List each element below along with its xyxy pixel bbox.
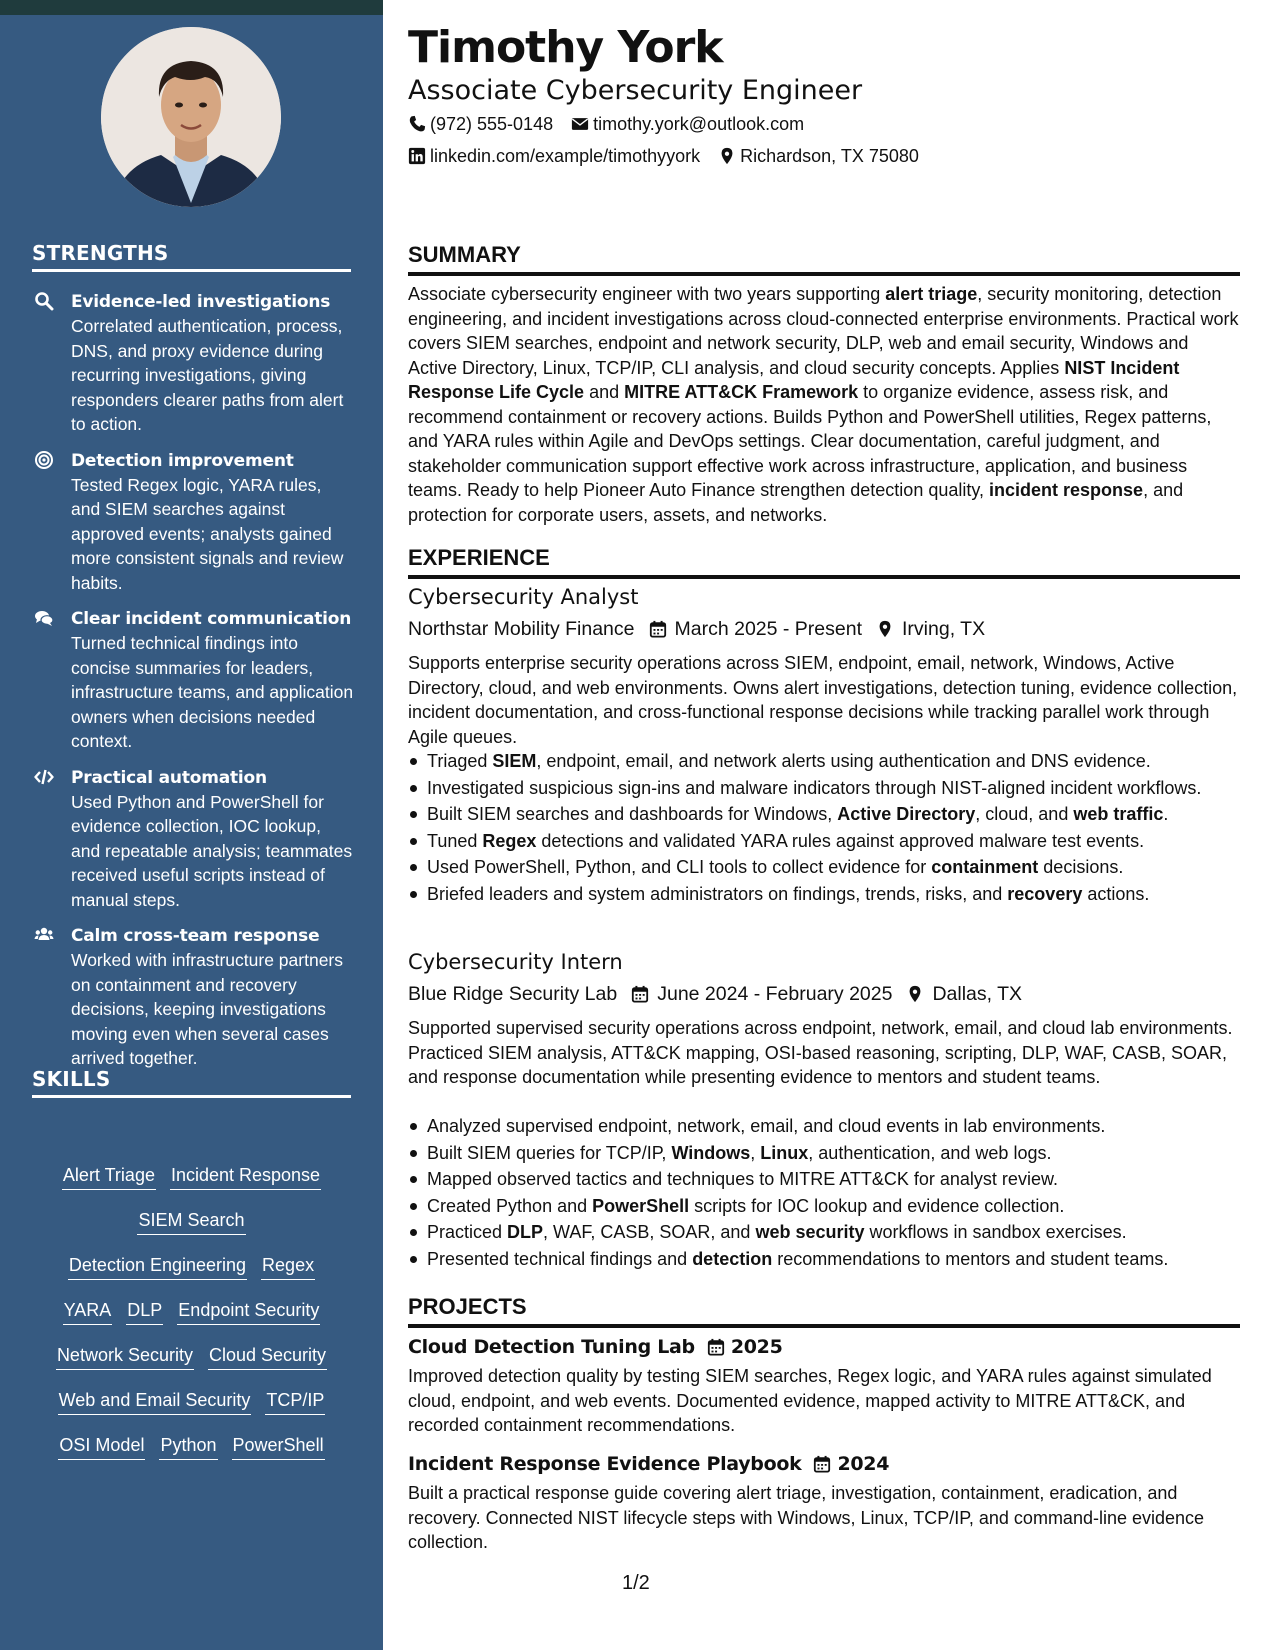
calendar-icon — [631, 985, 649, 1003]
calendar-icon — [707, 1338, 725, 1356]
project-description: Improved detection quality by testing SIEM searches, Regex logic, and YARA rules against simulated cloud, endpoint, and web events. Documented evidence, mapped activity to MITRE ATT&CK, and recorded containment recommendations. — [408, 1366, 1212, 1435]
bullet-item: Tuned Regex detections and validated YARA rules against approved malware test events. — [408, 829, 1240, 853]
strength-description: Turned technical findings into concise summaries for leaders, infrastructure teams, and application owners when decisions needed context. — [71, 633, 354, 751]
strength-description: Used Python and PowerShell for evidence collection, IOC lookup, and repeatable analysis; teammates received useful scripts instead of manual steps. — [71, 791, 353, 910]
bold-text: containment — [931, 857, 1039, 877]
skill-tag: Detection Engineering — [68, 1253, 247, 1280]
bullet-item: Analyzed supervised endpoint, network, email, and cloud events in lab environments. — [408, 1114, 1240, 1138]
bold-text: alert triage — [885, 284, 978, 304]
phone-contact — [408, 114, 553, 135]
bullet-item: Built SIEM searches and dashboards for Windows, Active Directory, cloud, and web traffic. — [408, 802, 1240, 826]
job-description: Supported supervised security operations across endpoint, network, email, and cloud lab environments. Practiced SIEM analysis, ATT&CK mapping, OSI-based reasoning, scripting, DLP, WAF, CASB, SOAR, and response documentation while presenting evidence to mentors and student teams. — [408, 1018, 1233, 1087]
bold-text: recovery — [1007, 883, 1083, 904]
skills-list — [32, 1163, 351, 1478]
bold-text: SIEM — [492, 751, 537, 771]
job-title: Cybersecurity Analyst — [408, 585, 639, 609]
candidate-title: Associate Cybersecurity Engineer — [408, 75, 863, 106]
skill-tag: Python — [159, 1433, 217, 1460]
bullet-item: Built SIEM queries for TCP/IP, Windows, Linux, authentication, and web logs. — [408, 1141, 1240, 1165]
map-pin-icon — [718, 147, 736, 165]
skill-tag: Endpoint Security — [177, 1298, 320, 1325]
candidate-name: Timothy York — [408, 22, 723, 73]
skill-tag: DLP — [126, 1298, 163, 1325]
job-bullets — [408, 1114, 1240, 1273]
bold-text: Active Directory — [837, 804, 976, 824]
profile-photo — [101, 27, 281, 207]
envelope-icon — [571, 115, 589, 133]
map-pin-icon — [906, 985, 924, 1003]
skill-tag: YARA — [63, 1298, 113, 1325]
job-title: Cybersecurity Intern — [408, 950, 623, 974]
skills-heading: SKILLS — [32, 1067, 351, 1098]
contact-row — [408, 108, 1240, 140]
project-title-row — [408, 1450, 889, 1478]
bullet-item: Mapped observed tactics and techniques to MITRE ATT&CK for analyst review. — [408, 1167, 1240, 1191]
strength-title: Clear incident communication — [71, 609, 352, 629]
skill-tag: OSI Model — [58, 1433, 145, 1460]
job-meta — [408, 980, 1022, 1008]
bullet-item: Used PowerShell, Python, and CLI tools to collect evidence for containment decisions. — [408, 855, 1240, 879]
job-bullets — [408, 749, 1240, 908]
bold-text: MITRE ATT&CK Framework — [624, 382, 859, 402]
calendar-icon — [813, 1455, 831, 1473]
company-name: Blue Ridge Security Lab — [408, 983, 618, 1005]
search-icon — [34, 291, 54, 311]
email-contact — [571, 114, 804, 135]
strength-description: Tested Regex logic, YARA rules, and SIEM searches against approved events; analysts gained more consistent signals and review habits. — [71, 474, 344, 593]
calendar-icon — [649, 620, 667, 638]
job-location: Dallas, TX — [932, 983, 1023, 1005]
projects-heading: PROJECTS — [408, 1293, 1240, 1328]
job-dates: June 2024 - February 2025 — [657, 983, 893, 1005]
location-text: Richardson, TX 75080 — [740, 145, 919, 166]
skill-tag: TCP/IP — [265, 1388, 325, 1415]
project-year: 2024 — [837, 1453, 890, 1475]
project-title-row — [408, 1333, 783, 1361]
bold-text: Linux — [760, 1142, 809, 1163]
skill-tag: Alert Triage — [62, 1163, 156, 1190]
strength-description: Correlated authentication, process, DNS, and proxy evidence during recurring investigations, giving responders clearer paths from alert to action. — [71, 316, 344, 434]
project-title: Incident Response Evidence Playbook — [408, 1453, 802, 1475]
project-description: Built a practical response guide covering alert triage, investigation, containment, eradication, and recovery. Connected NIST lifecycle steps with Windows, Linux, TCP/IP, and command-line evidence collection. — [408, 1483, 1205, 1552]
bullseye-icon — [34, 450, 54, 470]
users-icon — [34, 925, 54, 945]
strength-title: Calm cross-team response — [71, 926, 320, 946]
email-address: timothy.york@outlook.com — [593, 113, 805, 134]
summary-heading: SUMMARY — [408, 241, 1240, 276]
sidebar-top-bar — [0, 0, 383, 15]
company-name: Northstar Mobility Finance — [408, 618, 635, 640]
skill-tag: PowerShell — [232, 1433, 325, 1460]
strength-title: Detection improvement — [71, 450, 294, 471]
bold-text: Regex — [482, 830, 537, 851]
strength-title: Evidence-led investigations — [71, 292, 331, 312]
summary-text: Associate cybersecurity engineer with two years supporting alert triage, security monitoring, detection engineering, and incident investigations across cloud-connected enterprise environments. Practical work covers SIEM searches, endpoint and network security, DLP, web and email security, Windows and Active Directory, Linux, TCP/IP, CLI analysis, and cloud security concepts. Applies NIST Incident Response Life Cycle and MITRE ATT&CK Framework to organize evidence, assess risk, and recommend containment or recovery actions. Builds Python and PowerShell utilities, Regex patterns, and YARA rules within Agile and DevOps settings. Clear documentation, careful judgment, and stakeholder communication support effective work across infrastructure, application, and business teams. Ready to help Pioneer Auto Finance strengthen detection quality, incident response, and protection for corporate users, assets, and networks. — [408, 284, 1239, 525]
strengths-heading: STRENGTHS — [32, 241, 351, 272]
location-contact — [718, 146, 919, 167]
bullet-item: Briefed leaders and system administrators on findings, trends, risks, and recovery actions. — [408, 882, 1240, 906]
experience-heading: EXPERIENCE — [408, 544, 1240, 579]
strength-item — [32, 766, 354, 913]
strength-title: Practical automation — [71, 767, 267, 788]
resume-header — [408, 20, 1240, 172]
comments-icon — [34, 608, 54, 628]
map-pin-icon — [876, 620, 894, 638]
linkedin-icon — [408, 147, 426, 165]
bullet-item: Practiced DLP, WAF, CASB, SOAR, and web security workflows in sandbox exercises. — [408, 1220, 1240, 1244]
linkedin-url: linkedin.com/example/timothyyork — [430, 145, 701, 166]
bold-text: Windows — [671, 1142, 751, 1163]
strength-item — [32, 924, 354, 1071]
bullet-item: Investigated suspicious sign-ins and malware indicators through NIST-aligned incident workflows. — [408, 776, 1240, 800]
bold-text: incident response — [989, 480, 1144, 500]
page-number: 1/2 — [622, 1572, 650, 1594]
strength-item — [32, 607, 354, 754]
bold-text: detection — [692, 1248, 773, 1269]
skill-tag: Cloud Security — [208, 1343, 327, 1370]
skill-tag: Web and Email Security — [58, 1388, 252, 1415]
job-meta — [408, 615, 985, 643]
contact-row — [408, 140, 1240, 172]
linkedin-contact — [408, 146, 700, 167]
skill-tag: SIEM Search — [137, 1208, 245, 1235]
bullet-item: Triaged SIEM, endpoint, email, and network alerts using authentication and DNS evidence. — [408, 749, 1240, 773]
skill-tag: Network Security — [56, 1343, 194, 1370]
strengths-list — [32, 290, 354, 1083]
bold-text: web security — [755, 1222, 865, 1242]
bold-text: PowerShell — [592, 1195, 690, 1216]
bold-text: DLP — [507, 1222, 544, 1242]
phone-number: (972) 555-0148 — [430, 113, 554, 134]
job-location: Irving, TX — [902, 618, 986, 640]
bold-text: web traffic — [1073, 804, 1164, 824]
skill-tag: Regex — [261, 1253, 315, 1280]
skill-tag: Incident Response — [170, 1163, 321, 1190]
job-dates: March 2025 - Present — [674, 618, 863, 640]
project-year: 2025 — [730, 1336, 783, 1358]
bullet-item: Created Python and PowerShell scripts for IOC lookup and evidence collection. — [408, 1194, 1240, 1218]
strength-item — [32, 449, 354, 596]
job-description: Supports enterprise security operations across SIEM, endpoint, email, network, Windows, Active Directory, cloud, and web environments. Owns alert investigations, detection tuning, evidence collection, incident documentation, and cross-functional response decisions while tracking parallel work through Agile queues. — [408, 653, 1238, 747]
strength-description: Worked with infrastructure partners on containment and recovery decisions, keeping investigations moving even when several cases arrived together. — [71, 950, 344, 1068]
bold-text: NIST Incident Response Life Cycle — [408, 357, 1180, 402]
bullet-item: Presented technical findings and detection recommendations to mentors and student teams. — [408, 1247, 1240, 1271]
phone-icon — [408, 115, 426, 133]
project-title: Cloud Detection Tuning Lab — [408, 1336, 695, 1358]
code-icon — [34, 767, 54, 787]
strength-item — [32, 290, 354, 437]
